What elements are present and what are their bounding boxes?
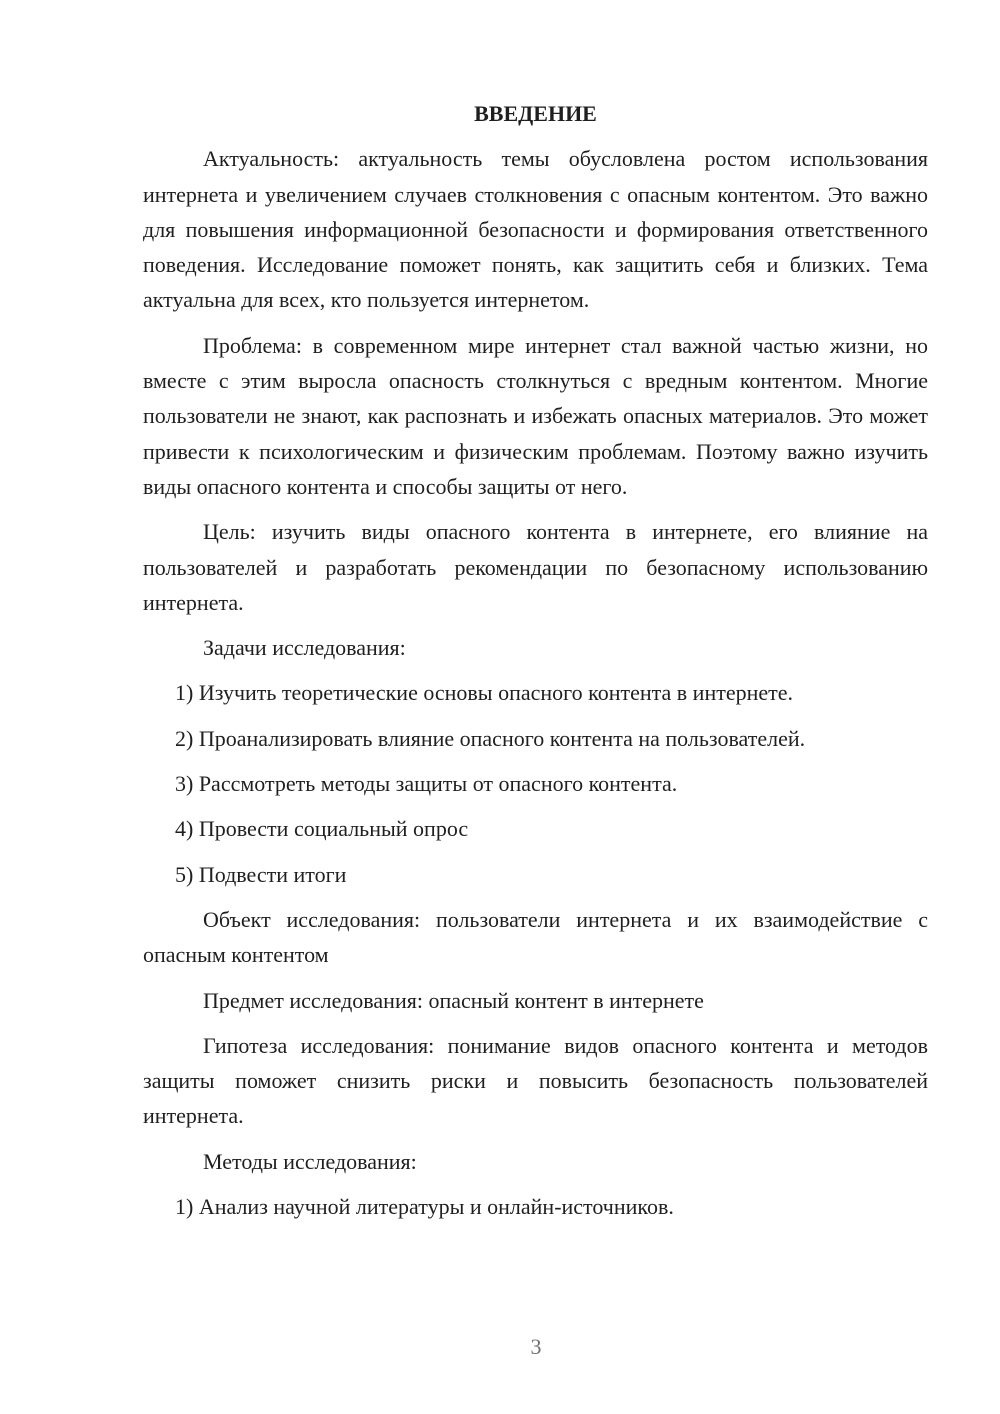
tasks-heading: Задачи исследования:	[203, 635, 406, 661]
method-item-1: 1) Анализ научной литературы и онлайн-источников.	[175, 1194, 674, 1220]
goal-paragraph: Цель: изучить виды опасного контента в интернете, его влияние на пользователей и разработать рекомендации по безопасному использованию интернета.	[143, 519, 928, 615]
subject-paragraph: Предмет исследования: опасный контент в интернете	[203, 987, 704, 1013]
task-item-2: 2) Проанализировать влияние опасного контента на пользователей.	[175, 725, 806, 751]
object-paragraph: Объект исследования: пользователи интернета и их взаимодействие с опасным контентом	[143, 906, 928, 968]
document-page	[143, 96, 928, 1234]
problem-paragraph: Проблема: в современном мире интернет стал важной частью жизни, но вместе с этим выросла опасность столкнуться с вредным контентом. Многие пользователи не знают, как распознать и избежать опасных материалов. Это может привести к психологическим и физическим проблемам. Поэтому важно изучить виды опасного контента и способы защиты от него.	[143, 332, 928, 499]
page-number: 3	[530, 1334, 542, 1359]
relevance-paragraph: Актуальность: актуальность темы обусловлена ростом использования интернета и увеличением случаев столкновения с опасным контентом. Это важно для повышения информационной безопасности и формирования ответственного поведения. Исследование поможет понять, как защитить себя и близких. Тема актуальна для всех, кто пользуется интернетом.	[143, 146, 928, 313]
task-item-4: 4) Провести социальный опрос	[175, 816, 469, 842]
methods-heading: Методы исследования:	[203, 1148, 417, 1174]
task-item-5: 5) Подвести итоги	[175, 861, 347, 887]
task-item-1: 1) Изучить теоретические основы опасного контента в интернете.	[175, 680, 794, 706]
task-item-3: 3) Рассмотреть методы защиты от опасного контента.	[175, 771, 678, 797]
hypothesis-paragraph: Гипотеза исследования: понимание видов опасного контента и методов защиты поможет снизить риски и повысить безопасность пользователей интернета.	[143, 1032, 928, 1129]
page-title: ВВЕДЕНИЕ	[474, 101, 597, 126]
